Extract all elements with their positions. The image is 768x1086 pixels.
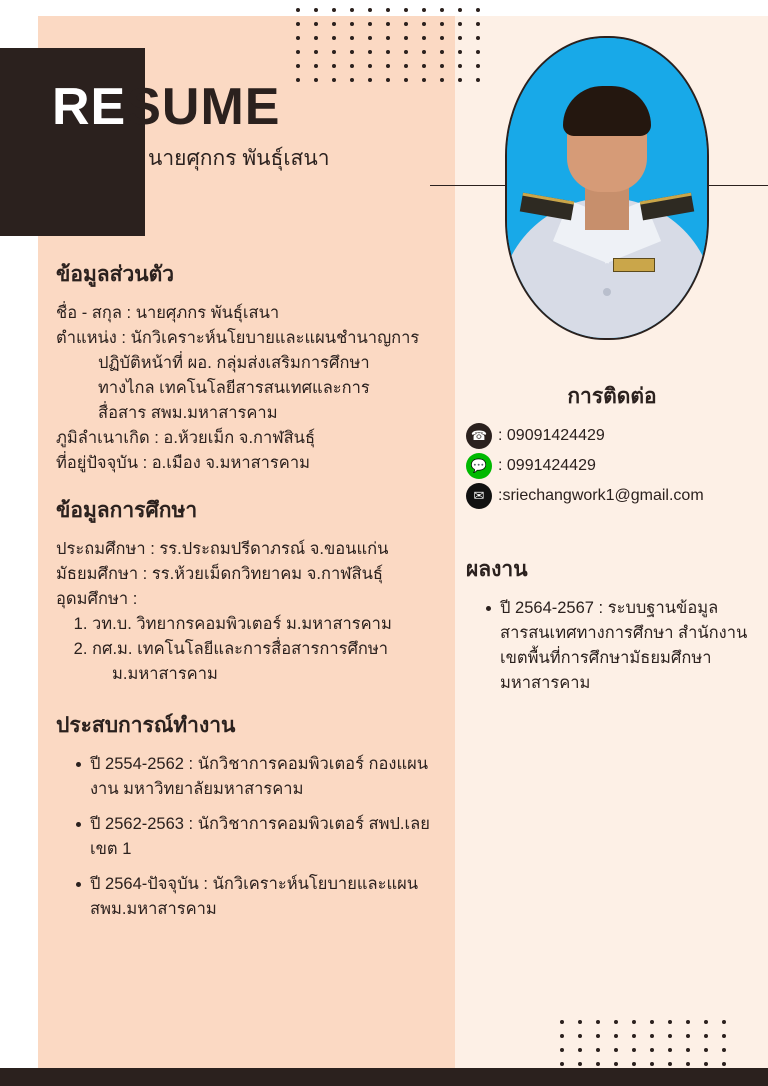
decorative-dot	[332, 22, 336, 26]
spacer	[56, 476, 446, 494]
decorative-dot	[632, 1048, 636, 1052]
contact-phone-value: : 09091424429	[498, 427, 605, 444]
decorative-dot	[296, 50, 300, 54]
decorative-dot	[386, 36, 390, 40]
decorative-dot	[314, 50, 318, 54]
portrait-rank-badge	[613, 258, 655, 272]
contact-row-phone[interactable]	[466, 423, 758, 449]
page-title-part-2: SUME	[126, 78, 281, 136]
experience-heading: ประสบการณ์ทำงาน	[56, 714, 236, 737]
decorative-dot	[296, 64, 300, 68]
decorative-dot	[596, 1048, 600, 1052]
portrait-neck	[585, 186, 629, 230]
decorative-dot	[350, 50, 354, 54]
page-title	[52, 78, 472, 136]
top-white-strip	[0, 0, 768, 16]
decorative-dot	[476, 36, 480, 40]
decorative-dot	[704, 1062, 708, 1066]
decorative-dot	[386, 64, 390, 68]
personal-line-6: ภูมิลำเนาเกิด : อ.ห้วยเม็ก จ.กาฬสินธุ์	[56, 429, 316, 447]
contact-row-line[interactable]	[466, 453, 758, 479]
decorative-dot	[404, 50, 408, 54]
contact-heading: การติดต่อ	[567, 385, 657, 408]
decorative-dot	[440, 8, 444, 12]
portrait-background	[507, 38, 707, 338]
portrait-button	[603, 288, 611, 296]
list-item: ปี 2564-2567 : ระบบฐานข้อมูลสารสนเทศทางการศึกษา สำนักงานเขตพื้นที่การศึกษามัธยมศึกษามหาสารคาม	[486, 596, 758, 696]
decorative-dot	[650, 1062, 654, 1066]
decorative-dot	[596, 1034, 600, 1038]
personal-line-5: สื่อสาร สพม.มหาสารคาม	[98, 404, 278, 422]
personal-heading: ข้อมูลส่วนตัว	[56, 263, 175, 286]
decorative-dot	[368, 64, 372, 68]
decorative-dot	[704, 1020, 708, 1024]
list-item: ปี 2564-ปัจจุบัน : นักวิเคราะห์นโยบายและแผน สพม.มหาสารคาม	[76, 872, 446, 922]
personal-line-4: ทางไกล เทคโนโลยีสารสนเทศและการ	[98, 379, 370, 397]
decorative-dot	[476, 64, 480, 68]
decorative-dot	[332, 8, 336, 12]
decorative-dot	[422, 50, 426, 54]
spacer	[466, 535, 758, 553]
decorative-dot	[422, 64, 426, 68]
decorative-dot	[722, 1062, 726, 1066]
decorative-dot	[440, 36, 444, 40]
personal-line-1: ชื่อ - สกุล : นายศุภกร พันธุ์เสนา	[56, 304, 280, 322]
decorative-dot	[386, 8, 390, 12]
decorative-dot	[404, 36, 408, 40]
decorative-dot	[704, 1034, 708, 1038]
decorative-dot	[332, 64, 336, 68]
works-heading: ผลงาน	[466, 558, 528, 581]
personal-line-3: ปฏิบัติหน้าที่ ผอ. กลุ่มส่งเสริมการศึกษา	[98, 354, 370, 372]
decorative-dot	[404, 22, 408, 26]
decorative-dot	[668, 1020, 672, 1024]
decorative-dot	[560, 1034, 564, 1038]
contact-row-email[interactable]	[466, 483, 758, 509]
decorative-dot	[578, 1048, 582, 1052]
contact-email-value: :sriechangwork1@gmail.com	[498, 487, 704, 504]
decorative-dot	[368, 50, 372, 54]
decorative-dot	[722, 1034, 726, 1038]
page-title-part-1: RE	[52, 78, 127, 136]
decorative-dot	[404, 8, 408, 12]
decorative-dot	[686, 1020, 690, 1024]
decorative-dot	[614, 1020, 618, 1024]
decorative-dot	[386, 22, 390, 26]
decorative-dot	[368, 22, 372, 26]
decorative-dot	[632, 1020, 636, 1024]
decorative-dot	[422, 8, 426, 12]
title-block	[52, 78, 472, 175]
decorative-dot	[314, 64, 318, 68]
decorative-dot	[668, 1048, 672, 1052]
list-item: ปี 2562-2563 : นักวิชาการคอมพิวเตอร์ สพป.เลย เขต 1	[76, 812, 446, 862]
decorative-dot	[722, 1020, 726, 1024]
decorative-dot	[614, 1062, 618, 1066]
line-icon: 💬	[466, 453, 492, 479]
decorative-dot	[476, 50, 480, 54]
decorative-dot	[332, 36, 336, 40]
decorative-dot	[560, 1048, 564, 1052]
bottom-dark-bar	[0, 1068, 768, 1086]
decorative-dot	[632, 1062, 636, 1066]
decorative-dot	[722, 1048, 726, 1052]
works-list	[466, 596, 758, 696]
decorative-dot	[386, 50, 390, 54]
decorative-dot	[314, 22, 318, 26]
experience-list	[56, 752, 446, 922]
decorative-dot	[458, 8, 462, 12]
decorative-dot	[476, 8, 480, 12]
decorative-dot	[332, 50, 336, 54]
education-degree-list	[56, 612, 446, 662]
education-degree-tail: ม.มหาสารคาม	[112, 665, 218, 683]
personal-line-7: ที่อยู่ปัจจุบัน : อ.เมือง จ.มหาสารคาม	[56, 454, 310, 472]
decorative-dot	[578, 1062, 582, 1066]
decorative-dot	[614, 1048, 618, 1052]
decorative-dot	[650, 1020, 654, 1024]
decorative-dot	[440, 22, 444, 26]
decorative-dot	[368, 36, 372, 40]
decorative-dot	[422, 22, 426, 26]
decorative-dot	[404, 64, 408, 68]
decorative-dot	[650, 1034, 654, 1038]
decorative-dot	[296, 22, 300, 26]
decorative-dot	[596, 1020, 600, 1024]
left-column	[56, 258, 446, 932]
portrait-epaulet-left	[520, 193, 575, 221]
decorative-dot	[458, 50, 462, 54]
list-item: 2. กศ.ม. เทคโนโลยีและการสื่อสารการศึกษา	[92, 637, 446, 662]
spacer	[466, 513, 758, 535]
decorative-dot	[476, 78, 480, 82]
decorative-dot	[632, 1034, 636, 1038]
decorative-dot	[422, 36, 426, 40]
list-item: ปี 2554-2562 : นักวิชาการคอมพิวเตอร์ กองแผนงาน มหาวิทยาลัยมหาสารคาม	[76, 752, 446, 802]
decorative-dot	[578, 1020, 582, 1024]
decorative-dot	[704, 1048, 708, 1052]
decorative-dot	[668, 1062, 672, 1066]
decorative-dot	[458, 64, 462, 68]
decorative-dot	[296, 8, 300, 12]
decorative-dot	[578, 1034, 582, 1038]
decorative-dot	[650, 1048, 654, 1052]
decorative-dot	[476, 22, 480, 26]
decorative-dot	[560, 1020, 564, 1024]
decorative-dot	[458, 22, 462, 26]
decorative-dot	[350, 64, 354, 68]
education-line-3: อุดมศึกษา :	[56, 590, 138, 608]
right-column	[466, 380, 758, 706]
phone-icon: ☎	[466, 423, 492, 449]
decorative-dot	[350, 36, 354, 40]
decorative-dot	[350, 8, 354, 12]
list-item: 1. วท.บ. วิทยากรคอมพิวเตอร์ ม.มหาสารคาม	[92, 612, 446, 637]
decorative-dot	[350, 22, 354, 26]
education-line-1: ประถมศึกษา : รร.ประถมปรีดาภรณ์ จ.ขอนแก่น	[56, 540, 389, 558]
decorative-dot	[458, 36, 462, 40]
decorative-dot	[296, 36, 300, 40]
personal-line-2: ตำแหน่ง : นักวิเคราะห์นโยบายและแผนชำนาญการ	[56, 329, 420, 347]
decorative-dot	[440, 50, 444, 54]
portrait-photo	[505, 36, 709, 340]
decorative-dot	[440, 64, 444, 68]
decorative-dot	[314, 8, 318, 12]
decorative-dot	[314, 36, 318, 40]
decorative-dot	[368, 8, 372, 12]
decorative-dot	[596, 1062, 600, 1066]
decorative-dot	[614, 1034, 618, 1038]
decorative-dot	[686, 1034, 690, 1038]
portrait-hair	[563, 86, 651, 136]
decorative-dot	[668, 1034, 672, 1038]
decorative-dot	[560, 1062, 564, 1066]
contact-line-value: : 0991424429	[498, 457, 596, 474]
decorative-dot	[686, 1062, 690, 1066]
decorative-dot	[686, 1048, 690, 1052]
page-subtitle: นายศุกกร พันธุ์เสนา	[148, 147, 330, 170]
mail-icon: ✉	[466, 483, 492, 509]
education-line-2: มัธยมศึกษา : รร.ห้วยเม็ดกวิทยาคม จ.กาฬสินธุ์	[56, 565, 383, 583]
education-heading: ข้อมูลการศึกษา	[56, 499, 198, 522]
spacer	[56, 687, 446, 709]
